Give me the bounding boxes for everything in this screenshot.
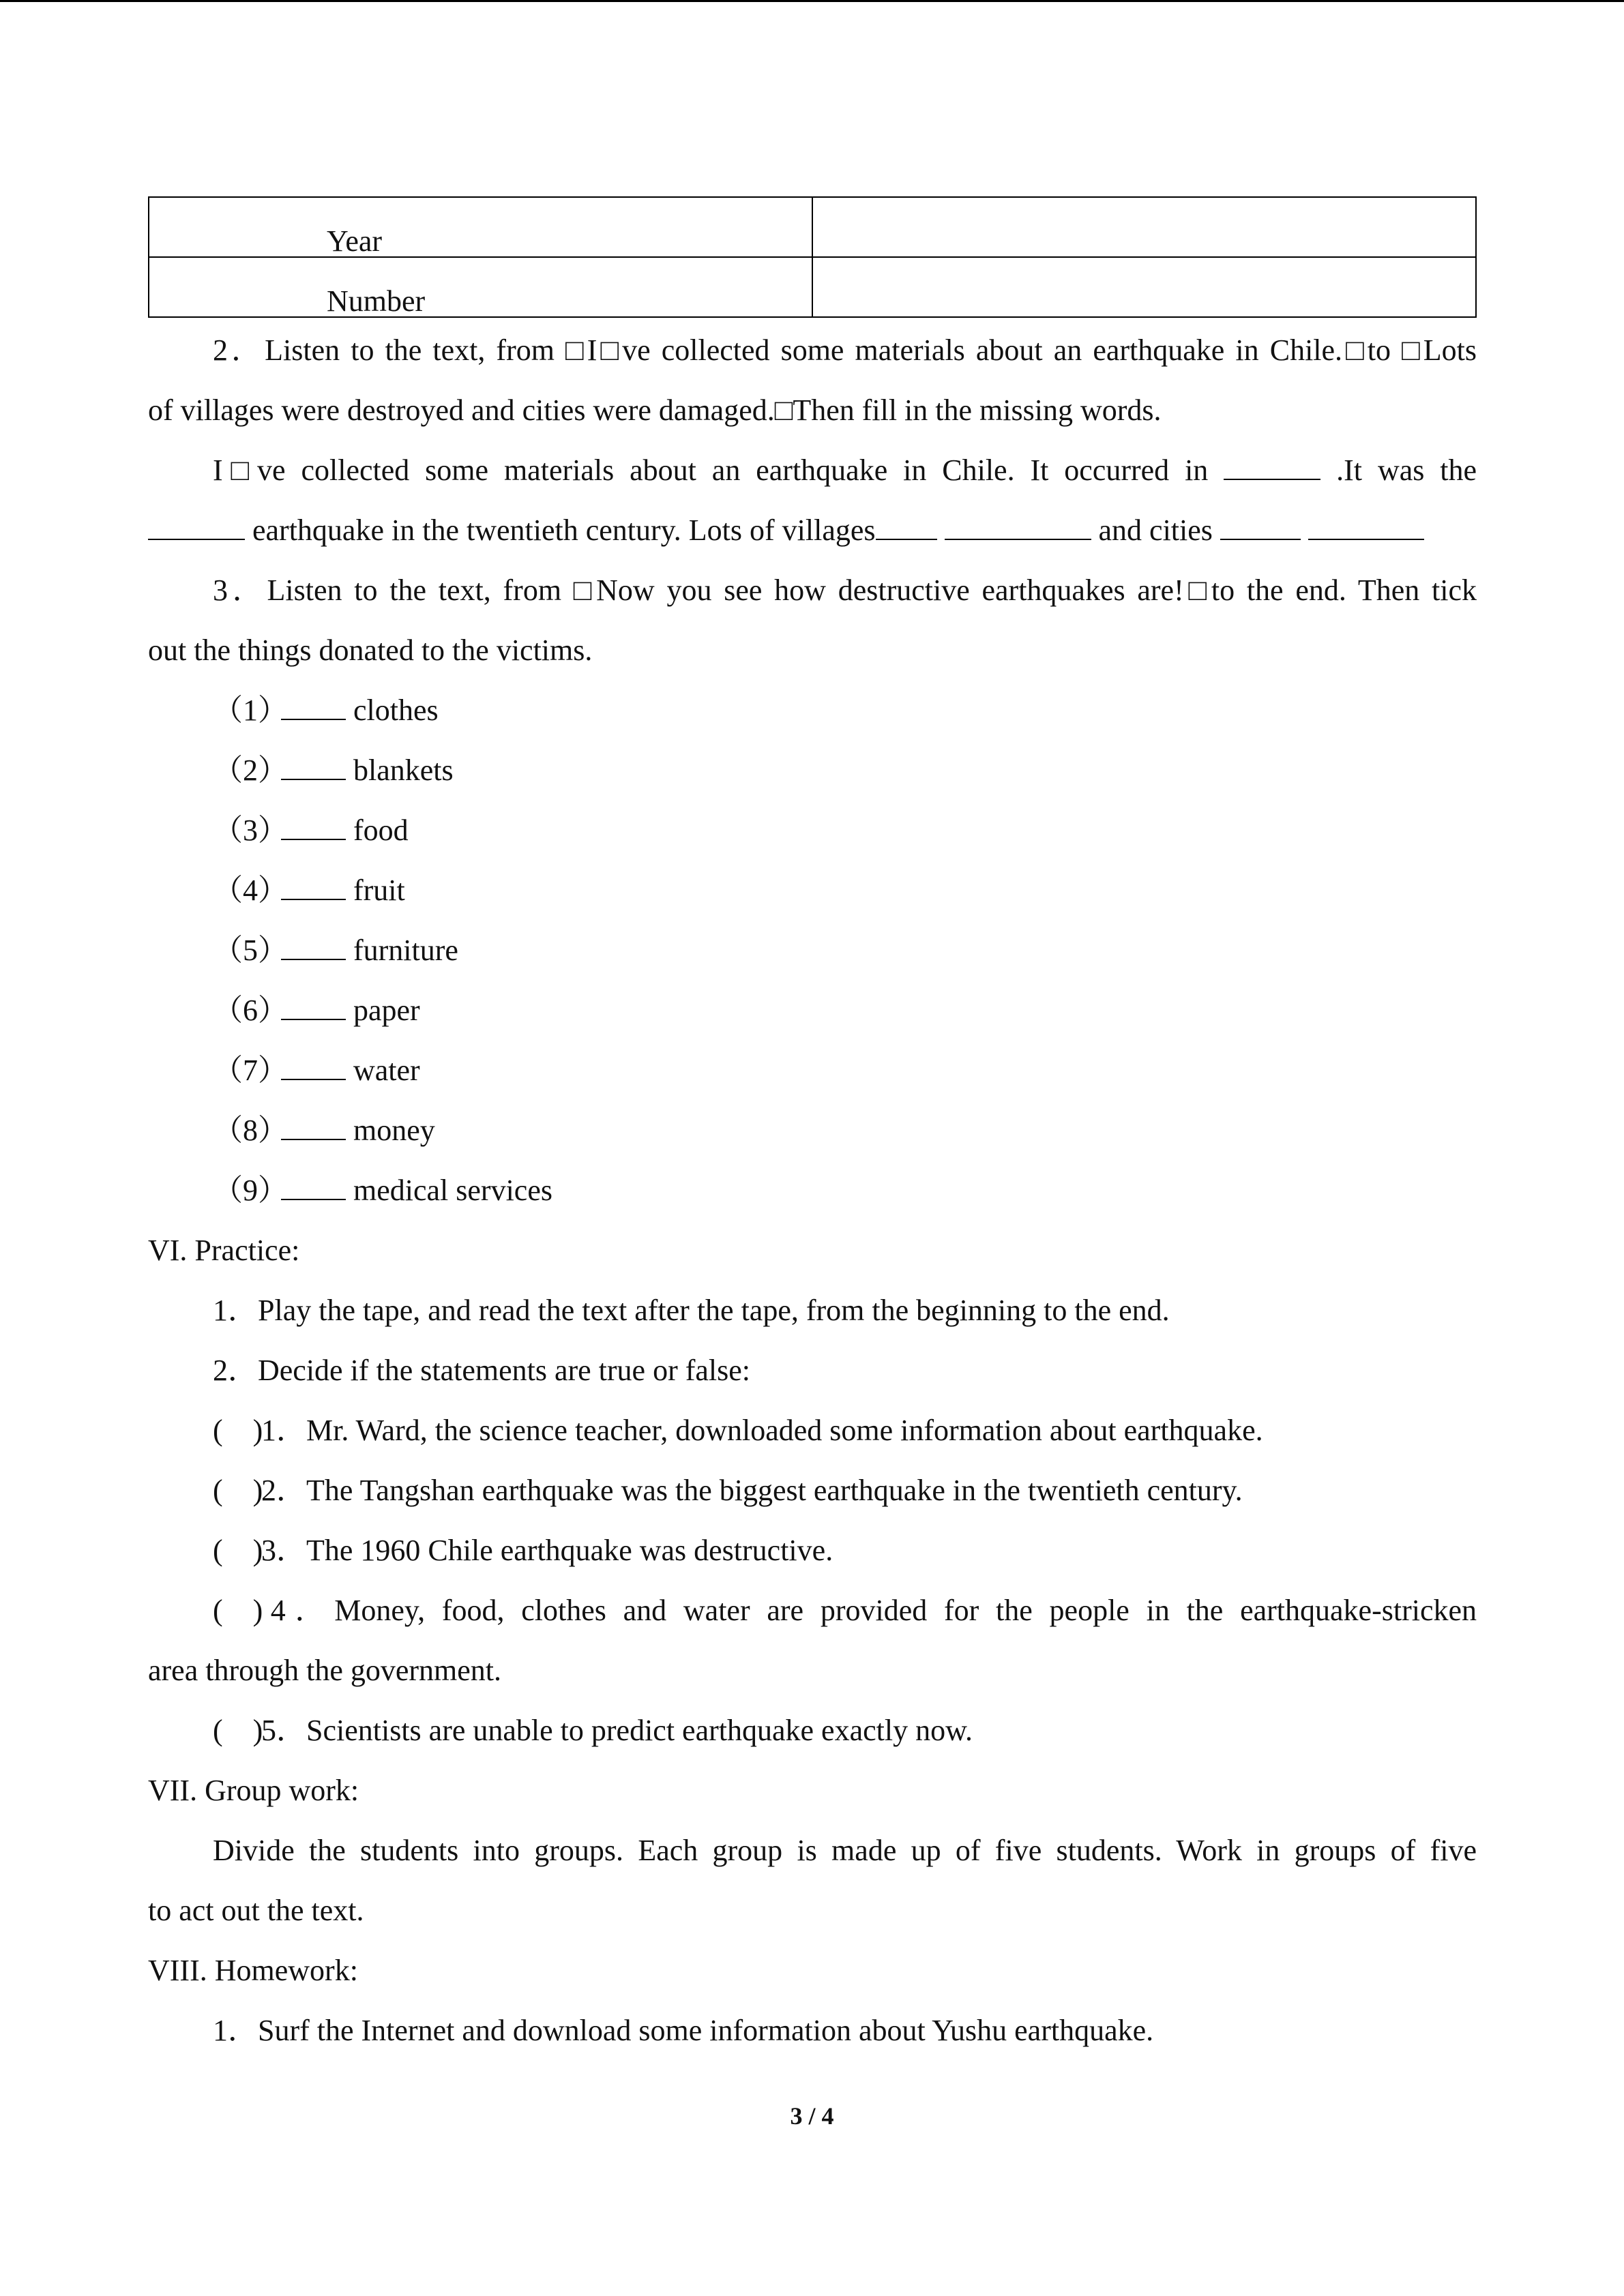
tick-blank: [281, 933, 346, 960]
true-false-statement: [148, 1401, 1477, 1461]
fill-text-d: and cities: [1098, 513, 1213, 547]
tick-blank: [281, 1053, 346, 1080]
top-border-line: [0, 0, 1624, 2]
fill-blank: [945, 513, 1091, 540]
item-number: （8）: [213, 1114, 288, 1147]
item-text: blankets: [353, 754, 454, 787]
fill-text-b: .It was the: [1336, 453, 1477, 487]
year-number-table: [148, 196, 1477, 318]
practice-step-1: 1．Play the tape, and read the text after the tape, from the beginning to the end.: [213, 1294, 1170, 1327]
item-number: （3）: [213, 814, 288, 847]
item-text: paper: [353, 994, 420, 1027]
statement-text: 3．The 1960 Chile earthquake was destructive.: [261, 1534, 833, 1567]
statement-text: 5．Scientists are unable to predict earthquake exactly now.: [261, 1714, 973, 1747]
list-item: [148, 801, 1477, 861]
donation-list: [148, 681, 1477, 1221]
item-text: money: [353, 1114, 435, 1147]
fill-text-a: I□ve collected some materials about an earthquake in Chile. It occurred in: [213, 453, 1209, 487]
tick-blank: [281, 1173, 346, 1200]
item-number: （9）: [213, 1174, 288, 1207]
fill-in-line-1: [148, 441, 1477, 501]
question-3-line-1: 3．Listen to the text, from □Now you see how destructive earthquakes are!□to the end. Then tick: [213, 573, 1477, 607]
answer-paren: ( ): [213, 1714, 263, 1747]
section-heading-group-work: VII. Group work:: [148, 1774, 359, 1807]
tick-blank: [281, 873, 346, 900]
fill-blank: [876, 513, 937, 540]
list-item: [148, 1041, 1477, 1101]
list-item: [148, 921, 1477, 981]
true-false-statement: [148, 1521, 1477, 1581]
fill-blank: [1220, 513, 1301, 540]
item-number: （7）: [213, 1054, 288, 1087]
item-text: medical services: [353, 1174, 552, 1207]
statement-continuation: area through the government.: [148, 1654, 502, 1687]
section-heading-homework: VIII. Homework:: [148, 1954, 358, 1987]
tick-blank: [281, 813, 346, 840]
page-number: 3 / 4: [790, 2102, 834, 2130]
table-cell-label: Year: [149, 197, 812, 257]
statement-text: 2．The Tangshan earthquake was the biggest earthquake in the twentieth century.: [261, 1474, 1243, 1507]
true-false-statement: [148, 1461, 1477, 1521]
true-false-statement: [148, 1581, 1477, 1641]
fill-blank: [1224, 453, 1320, 480]
tick-blank: [281, 993, 346, 1020]
fill-in-line-2: [148, 501, 1477, 561]
answer-paren: ( ): [213, 1414, 263, 1447]
statement-text: 4．Money, food, clothes and water are provided for the people in the earthquake-stricken: [270, 1594, 1477, 1627]
tick-blank: [281, 693, 346, 720]
group-work-line-2: to act out the text.: [148, 1894, 364, 1927]
table-cell-label: Number: [149, 257, 812, 317]
item-text: clothes: [353, 694, 439, 727]
item-number: （4）: [213, 874, 288, 907]
group-work-line-1: Divide the students into groups. Each group is made up of five students. Work in groups of five: [213, 1834, 1477, 1867]
document-body: [148, 196, 1477, 2061]
item-number: （5）: [213, 934, 288, 967]
list-item: [148, 1161, 1477, 1221]
question-3-line-2: out the things donated to the victims.: [148, 633, 593, 667]
list-item: [148, 1101, 1477, 1161]
answer-paren: ( ): [213, 1474, 263, 1507]
item-text: fruit: [353, 874, 405, 907]
list-item: [148, 981, 1477, 1041]
question-2-line-1: 2．Listen to the text, from □I□ve collected some materials about an earthquake in Chile.□to □Lots: [213, 333, 1477, 367]
fill-blank: [1308, 513, 1424, 540]
item-number: （1）: [213, 694, 288, 727]
fill-blank: [148, 513, 245, 540]
fill-text-c: earthquake in the twentieth century. Lots of villages: [252, 513, 876, 547]
table-cell-answer: [812, 257, 1476, 317]
answer-paren: ( ): [213, 1594, 263, 1627]
item-number: （2）: [213, 754, 288, 787]
tick-blank: [281, 753, 346, 780]
item-number: （6）: [213, 994, 288, 1027]
practice-step-2: 2．Decide if the statements are true or false:: [213, 1354, 751, 1387]
question-2-line-2: of villages were destroyed and cities were damaged.□Then fill in the missing words.: [148, 393, 1162, 427]
answer-paren: ( ): [213, 1534, 263, 1567]
homework-step-1: 1．Surf the Internet and download some information about Yushu earthquake.: [213, 2014, 1154, 2047]
table-row: [149, 197, 1476, 257]
item-text: water: [353, 1054, 420, 1087]
list-item: [148, 741, 1477, 801]
table-cell-answer: [812, 197, 1476, 257]
item-text: furniture: [353, 934, 458, 967]
section-heading-practice: VI. Practice:: [148, 1234, 300, 1267]
list-item: [148, 681, 1477, 741]
tick-blank: [281, 1113, 346, 1140]
item-text: food: [353, 814, 409, 847]
list-item: [148, 861, 1477, 921]
true-false-statement: [148, 1701, 1477, 1761]
statement-text: 1．Mr. Ward, the science teacher, downloaded some information about earthquake.: [261, 1414, 1263, 1447]
table-row: [149, 257, 1476, 317]
